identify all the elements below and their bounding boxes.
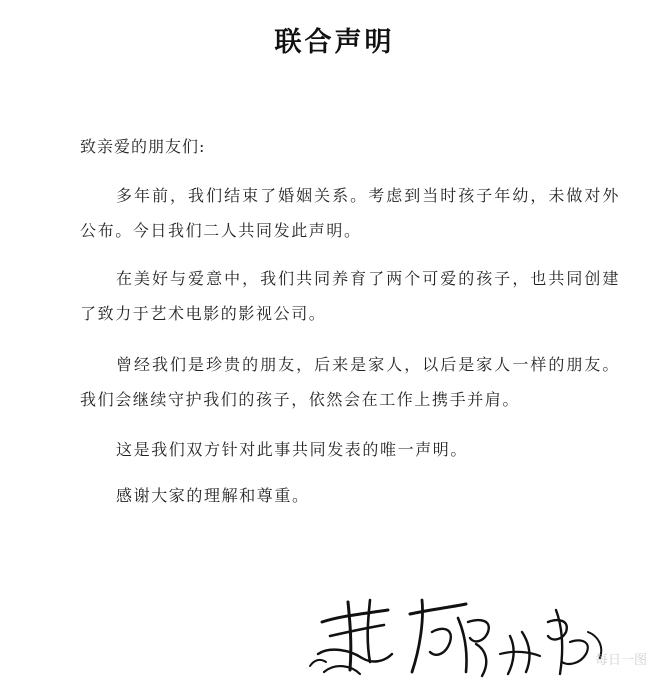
document-title: 联合声明 [274,27,395,58]
handwritten-signature [300,592,620,678]
paragraph-1: 多年前，我们结束了婚姻关系。考虑到当时孩子年幼，未做对外公布。今日我们二人共同发此声明。 [80,186,620,240]
paragraph-3: 曾经我们是珍贵的朋友，后来是家人，以后是家人一样的朋友。我们会继续守护我们的孩子，依然会在工作上携手并肩。 [80,355,620,409]
greeting-line: 致亲爱的朋友们: [80,137,206,156]
paragraph-4: 这是我们双方针对此事共同发表的唯一声明。 [116,440,469,459]
paragraph-5: 感谢大家的理解和尊重。 [116,486,310,505]
paragraph-2: 在美好与爱意中，我们共同养育了两个可爱的孩子，也共同创建了致力于艺术电影的影视公司。 [80,269,620,323]
watermark-text: 每日一图 [594,653,647,668]
